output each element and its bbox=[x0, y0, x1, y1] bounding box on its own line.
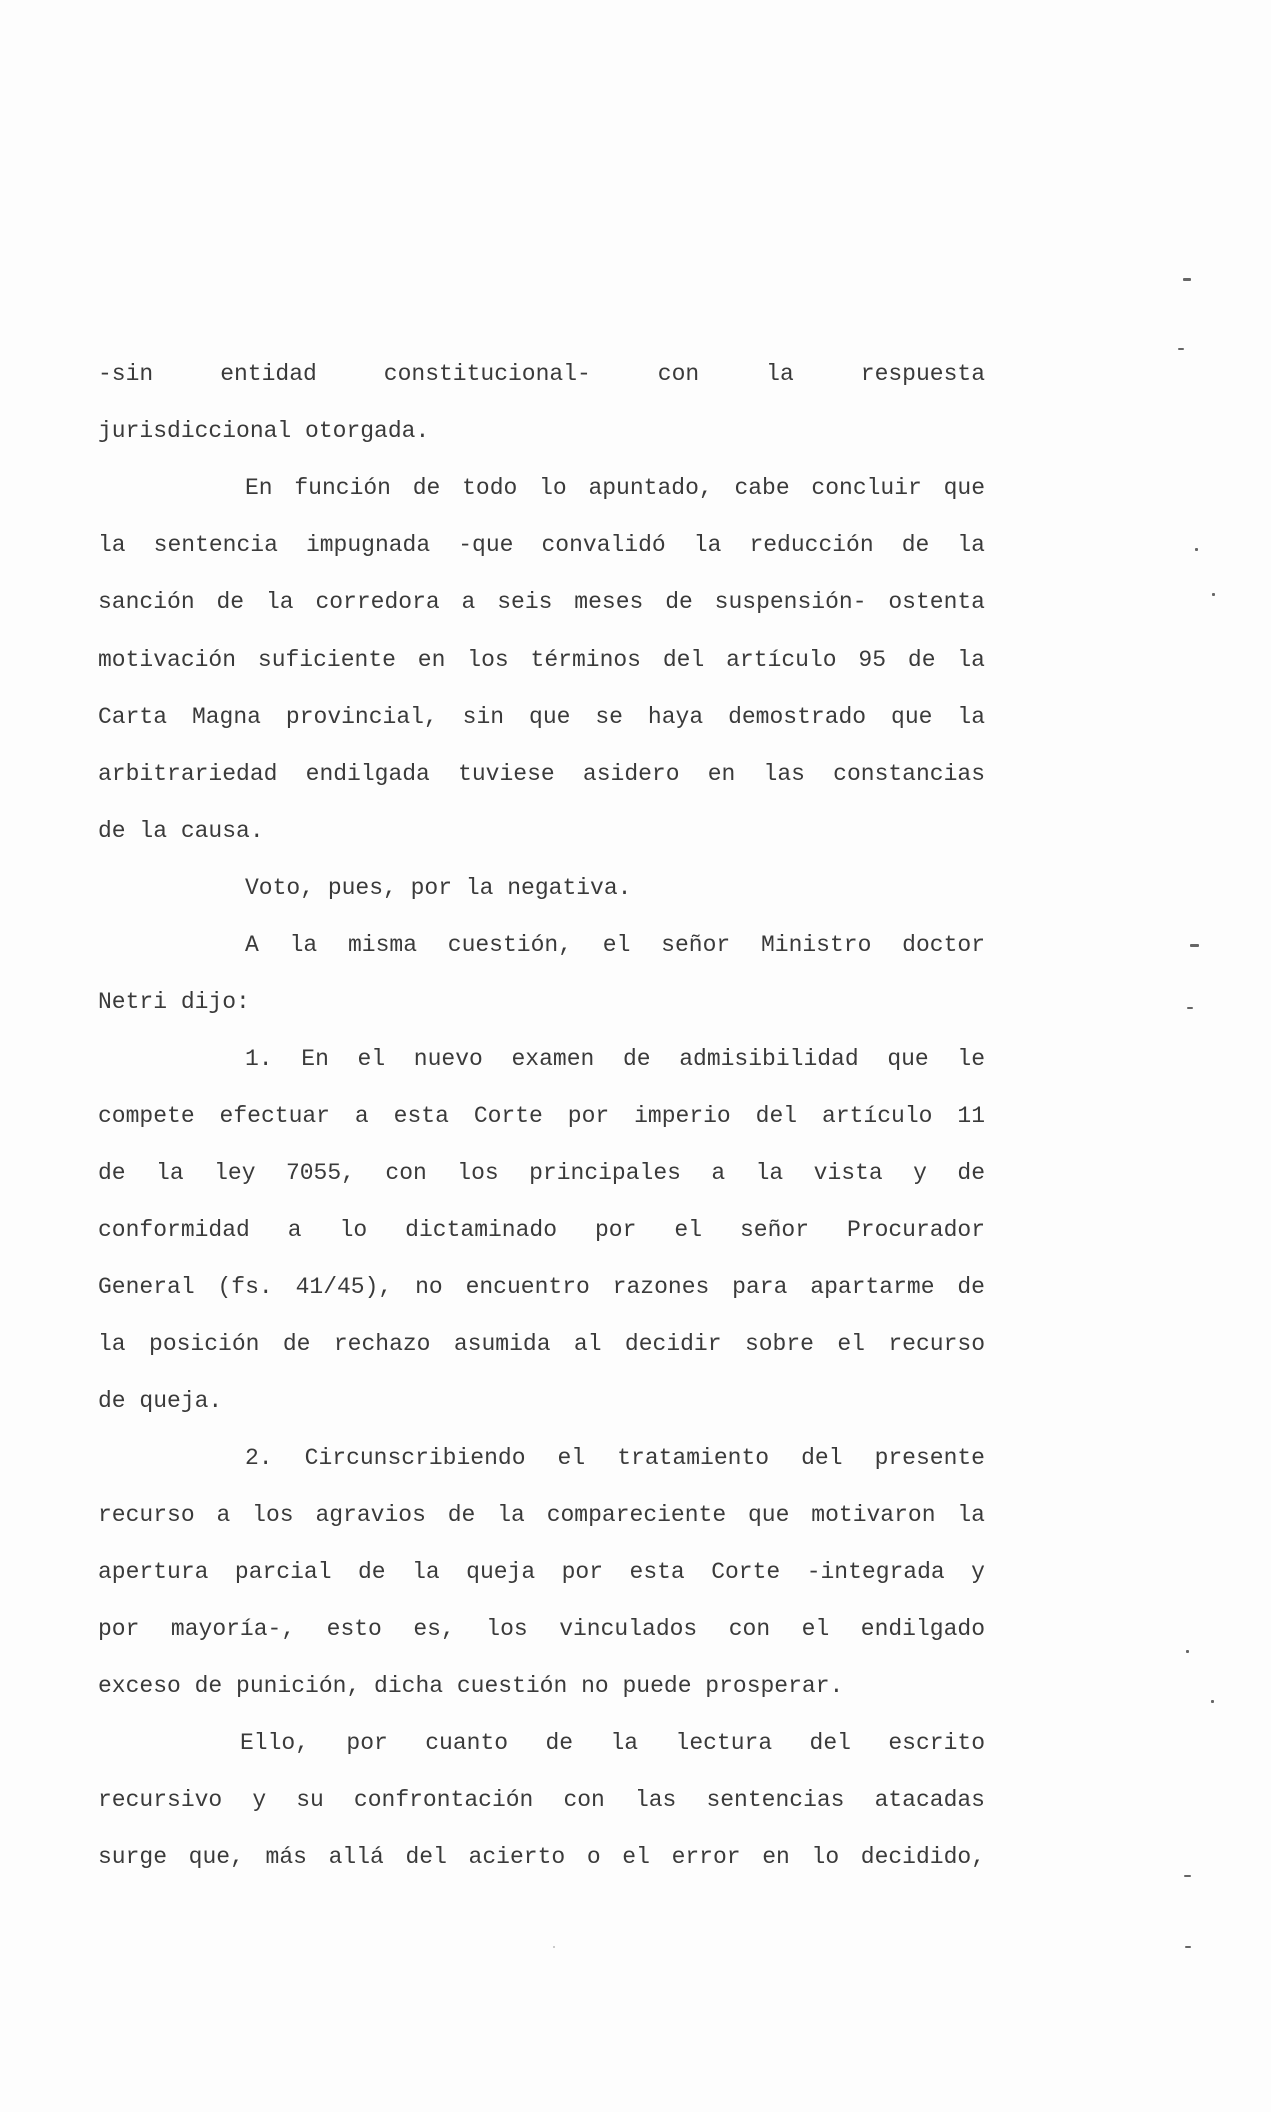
text-line: arbitrariedad endilgada tuviese asidero en las constancias bbox=[98, 761, 985, 787]
text-line: -sin entidad constitucional- con la respuesta bbox=[98, 361, 985, 387]
text-line: recursivo y su confrontación con las sentencias atacadas bbox=[98, 1787, 985, 1813]
text-line: Ello, por cuanto de la lectura del escrito bbox=[240, 1730, 985, 1756]
text-line: General (fs. 41/45), no encuentro razones para apartarme de bbox=[98, 1274, 985, 1300]
scan-mark bbox=[1195, 548, 1198, 551]
text-line: recurso a los agravios de la compareciente que motivaron la bbox=[98, 1502, 985, 1528]
text-line: compete efectuar a esta Corte por imperio del artículo 11 bbox=[98, 1103, 985, 1129]
text-line: de queja. bbox=[98, 1388, 223, 1414]
text-line: motivación suficiente en los términos del artículo 95 de la bbox=[98, 647, 985, 673]
text-line: de la causa. bbox=[98, 818, 264, 844]
scan-mark bbox=[1184, 1875, 1191, 1877]
text-line: 1. En el nuevo examen de admisibilidad que le bbox=[245, 1046, 985, 1072]
text-line: En función de todo lo apuntado, cabe concluir que bbox=[245, 475, 985, 501]
scan-mark bbox=[1185, 1946, 1191, 1948]
scan-mark bbox=[1183, 278, 1191, 281]
text-line: Voto, pues, por la negativa. bbox=[245, 875, 632, 901]
text-line: sanción de la corredora a seis meses de suspensión- ostenta bbox=[98, 589, 985, 615]
text-line: jurisdiccional otorgada. bbox=[98, 418, 430, 444]
text-line: Netri dijo: bbox=[98, 989, 250, 1015]
text-line: Carta Magna provincial, sin que se haya demostrado que la bbox=[98, 704, 985, 730]
text-line: por mayoría-, esto es, los vinculados con el endilgado bbox=[98, 1616, 985, 1642]
text-line: conformidad a lo dictaminado por el señor Procurador bbox=[98, 1217, 985, 1243]
text-line: exceso de punición, dicha cuestión no puede prosperar. bbox=[98, 1673, 844, 1699]
text-line: la sentencia impugnada -que convalidó la reducción de la bbox=[98, 532, 985, 558]
scan-mark bbox=[1186, 1650, 1189, 1653]
text-line: 2. Circunscribiendo el tratamiento del presente bbox=[245, 1445, 985, 1471]
text-line: A la misma cuestión, el señor Ministro doctor bbox=[245, 932, 985, 958]
text-line: de la ley 7055, con los principales a la vista y de bbox=[98, 1160, 985, 1186]
text-line: surge que, más allá del acierto o el error en lo decidido, bbox=[98, 1844, 985, 1870]
scan-mark bbox=[1187, 1007, 1193, 1009]
text-line: la posición de rechazo asumida al decidir sobre el recurso bbox=[98, 1331, 985, 1357]
scan-mark bbox=[553, 1946, 555, 1948]
scan-mark bbox=[1211, 1700, 1214, 1703]
scan-mark bbox=[1190, 944, 1199, 947]
text-line: apertura parcial de la queja por esta Corte -integrada y bbox=[98, 1559, 985, 1585]
scan-mark bbox=[1212, 593, 1215, 596]
scan-mark bbox=[1178, 348, 1184, 350]
